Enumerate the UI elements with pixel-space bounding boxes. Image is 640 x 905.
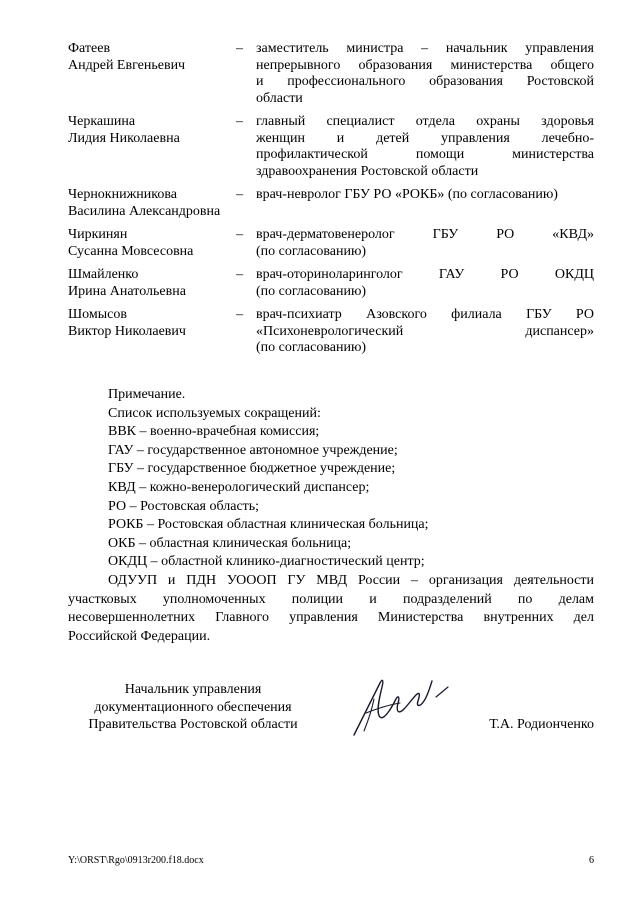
member-position xyxy=(256,41,594,107)
member-given-name: Сусанна Мовсесовна xyxy=(68,243,194,259)
member-dash: – xyxy=(236,227,243,242)
member-surname: Шомысов xyxy=(68,307,127,322)
member-name xyxy=(68,187,236,220)
member-row xyxy=(68,41,594,107)
member-given-name: Василина Александровна xyxy=(68,203,221,219)
member-position-line: женщин и детей управления лечебно- xyxy=(256,130,594,146)
member-row xyxy=(68,187,594,220)
member-name xyxy=(68,114,236,180)
abbreviation-item: ГБУ – государственное бюджетное учреждение; xyxy=(108,461,396,477)
abbreviation-item-long: участковых уполномоченных полиции и подразделений по делам xyxy=(68,591,594,607)
abbreviation-item: ОКБ – областная клиническая больница; xyxy=(108,535,352,551)
member-dash: – xyxy=(236,307,243,322)
member-given-name: Ирина Анатольевна xyxy=(68,283,186,299)
member-row xyxy=(68,227,594,260)
member-row xyxy=(68,267,594,300)
note-subheading: Список используемых сокращений: xyxy=(108,405,321,421)
signer-position-line: Начальник управления xyxy=(124,682,262,697)
member-surname: Чернокнижникова xyxy=(68,187,177,202)
file-path: Y:\ORST\Rgo\0913r200.f18.docx xyxy=(68,855,204,866)
signer-position-line: документационного обеспечения xyxy=(94,699,292,715)
member-surname: Чиркинян xyxy=(68,227,128,242)
abbreviation-item: РО – Ростовская область; xyxy=(108,498,260,514)
page-number: 6 xyxy=(589,855,594,866)
signer-position-line: Правительства Ростовской области xyxy=(88,717,298,732)
member-position xyxy=(256,187,594,220)
abbreviation-item-long: несовершеннолетних Главного управления Министерства внутренних дел xyxy=(68,610,594,626)
member-position-line: «Психоневрологический диспансер» xyxy=(256,323,594,339)
member-name xyxy=(68,227,236,260)
signature-block xyxy=(68,681,594,741)
member-surname: Шмайленко xyxy=(68,267,139,282)
member-dash: – xyxy=(236,41,243,56)
member-given-name: Виктор Николаевич xyxy=(68,323,186,339)
member-position xyxy=(256,227,594,260)
member-dash: – xyxy=(236,114,243,129)
abbreviation-item: ВВК – военно-врачебная комиссия; xyxy=(108,424,320,440)
member-position xyxy=(256,267,594,300)
member-position-line: здравоохранения Ростовской области xyxy=(256,163,479,179)
member-list xyxy=(68,41,594,364)
member-name xyxy=(68,307,236,357)
member-position-line: заместитель министра – начальник управления xyxy=(256,41,594,56)
member-position-line: (по согласованию) xyxy=(256,340,367,355)
abbreviation-item-long: Российской Федерации. xyxy=(68,628,211,644)
abbreviation-item: РОКБ – Ростовская областная клиническая больница; xyxy=(108,517,429,533)
member-position-line: (по согласованию) xyxy=(256,243,367,259)
note-heading: Примечание. xyxy=(108,387,186,402)
member-position xyxy=(256,114,594,180)
member-position-line: области xyxy=(256,90,303,106)
abbreviation-item-long: ОДУУП и ПДН УОООП ГУ МВД России – организация деятельности xyxy=(108,572,594,588)
member-given-name: Андрей Евгеньевич xyxy=(68,57,186,73)
member-position-line: главный специалист отдела охраны здоровья xyxy=(256,114,594,129)
member-row xyxy=(68,307,594,357)
member-position-line: и профессионального образования Ростовской xyxy=(256,74,594,89)
member-name xyxy=(68,267,236,300)
abbreviation-item: ГАУ – государственное автономное учреждение; xyxy=(108,442,398,458)
handwritten-signature xyxy=(336,669,451,741)
member-given-name: Лидия Николаевна xyxy=(68,130,180,146)
member-surname: Черкашина xyxy=(68,114,136,129)
signer-position xyxy=(68,681,318,734)
member-position-line: профилактической помощи министерства xyxy=(256,147,594,162)
member-position-line: врач-психиатр Азовского филиала ГБУ РО xyxy=(256,307,594,322)
abbreviation-item: КВД – кожно-венерологический диспансер; xyxy=(108,479,370,495)
signer-name: Т.А. Родионченко xyxy=(489,717,594,732)
member-dash: – xyxy=(236,187,243,202)
member-name xyxy=(68,41,236,107)
member-position-line: непрерывного образования министерства общего xyxy=(256,57,594,73)
member-row xyxy=(68,114,594,180)
abbreviation-item: ОКДЦ – областной клинико-диагностический центр; xyxy=(108,554,425,570)
member-dash: – xyxy=(236,267,243,282)
member-position-line: врач-дерматовенеролог ГБУ РО «КВД» xyxy=(256,227,594,242)
abbreviations-note xyxy=(68,386,594,646)
member-position-line: врач-оториноларинголог ГАУ РО ОКДЦ xyxy=(256,267,594,282)
member-position xyxy=(256,307,594,357)
member-position-line: врач-невролог ГБУ РО «РОКБ» (по согласованию) xyxy=(256,187,558,202)
member-surname: Фатеев xyxy=(68,41,111,56)
member-position-line: (по согласованию) xyxy=(256,283,367,299)
